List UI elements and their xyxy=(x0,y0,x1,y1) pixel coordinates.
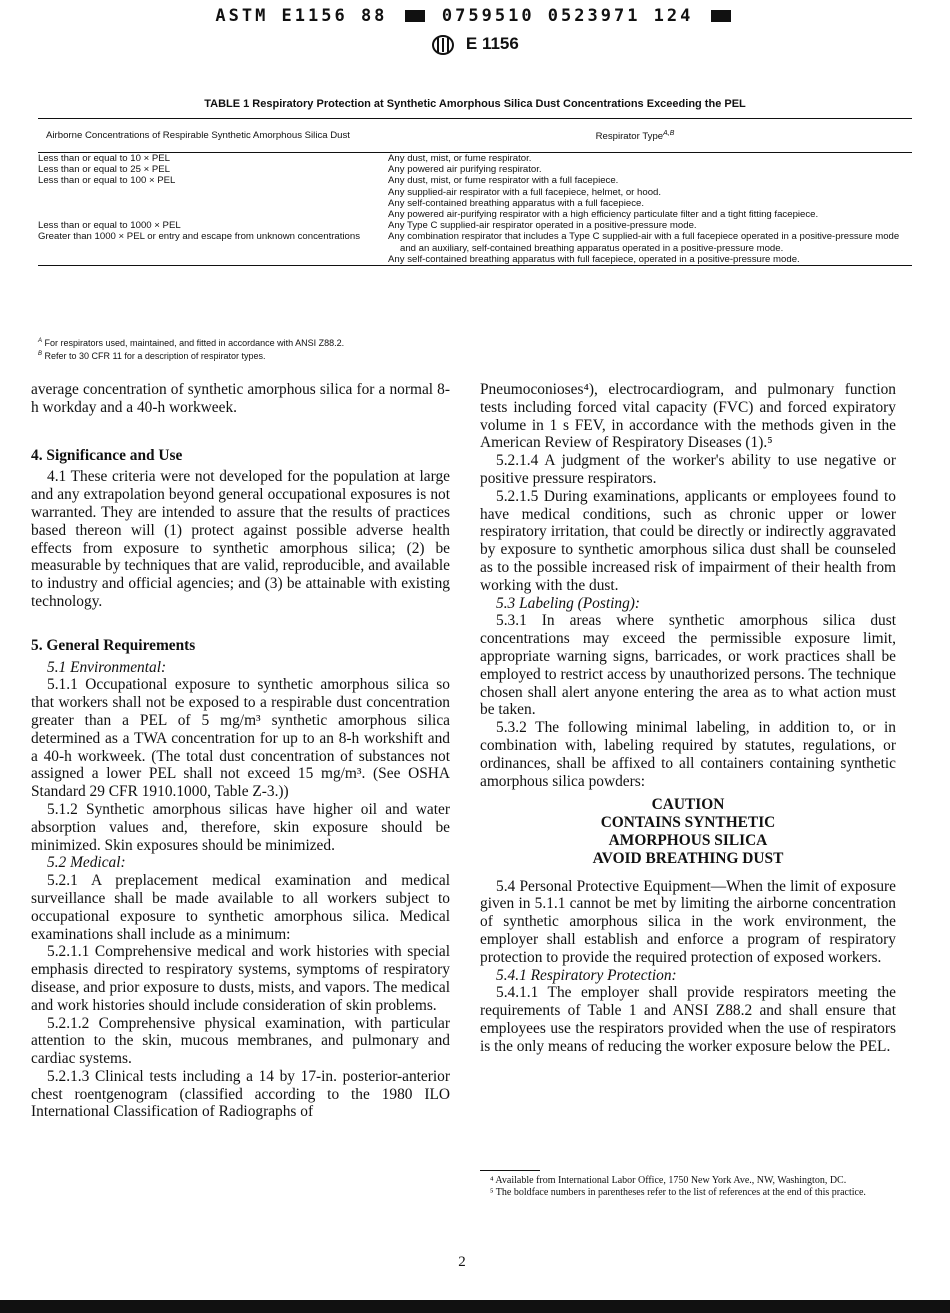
concentration-cell xyxy=(38,187,388,198)
table-row xyxy=(38,153,912,164)
section-5-title: 5. General Requirements xyxy=(31,636,196,654)
respirator-cell: Any self-contained breathing apparatus with a full facepiece. xyxy=(388,197,644,209)
respirator-cell: Any dust, mist, or fume respirator with a full facepiece. xyxy=(388,175,619,187)
astm-logo-title xyxy=(0,34,950,55)
concentration-cell: Less than or equal to 1000 × PEL xyxy=(38,220,181,232)
concentration-cell: Less than or equal to 10 × PEL xyxy=(38,153,171,164)
concentration-cell xyxy=(38,198,388,209)
page-footnotes xyxy=(480,1170,896,1199)
caution-line: AVOID BREATHING DUST xyxy=(592,849,784,867)
col-respirator-header: Respirator Type$^{A,B}$ xyxy=(595,130,675,143)
caution-label xyxy=(480,796,896,867)
left-column xyxy=(31,381,450,1121)
footnote-4: ⁴ Available from International Labor Office, 1750 New York Ave., NW, Washington, DC. xyxy=(490,1175,847,1186)
table-row xyxy=(38,198,912,209)
respirator-table xyxy=(38,118,912,266)
table-row xyxy=(38,164,912,175)
para-5-1-1: 5.1.1 Occupational exposure to synthetic amorphous silica so that workers shall not be exposed to a respirable dust concentration greater than a PEL of 5 mg/m³ synthetic amorphous silica determined as a TWA concentration for up to an 8-h workshift and a 40-h workweek. (The total dust concentration of substances not assigned a lower PEL shall not exceed 15 mg/m³. (See OSHA Standard 29 CFR 1910.1000, Table Z-3.)) xyxy=(31,676,450,801)
table-header xyxy=(38,119,912,153)
header-block-mark-2 xyxy=(711,10,731,22)
caution-line: AMORPHOUS SILICA xyxy=(608,831,768,849)
para-continuation: Pneumoconioses⁴), electrocardiogram, and pulmonary function tests including forced vital capacity (FVC) and forced expiratory volume in 1 s FEV, in accordance with the methods given in the American Review of Respiratory Diseases (1).⁵ xyxy=(480,381,896,452)
para-5-2: 5.2 Medical: xyxy=(47,854,126,872)
table-row xyxy=(38,231,912,253)
table-body xyxy=(38,153,912,265)
table-footnote-b: $^B$ Refer to 30 CFR 11 for a description of respirator types. xyxy=(38,351,266,361)
table-footnote-a: $^A$ For respirators used, maintained, and fitted in accordance with ANSI Z88.2. xyxy=(38,338,345,348)
scan-bottom-bar xyxy=(0,1300,950,1313)
para-5-4-1: 5.4.1 Respiratory Protection: xyxy=(496,966,677,984)
respirator-cell: Any self-contained breathing apparatus with full facepiece, operated in a positive-pressure mode. xyxy=(388,253,800,265)
footnote-divider xyxy=(480,1170,540,1171)
intro-paragraph: average concentration of synthetic amorphous silica for a normal 8-h workday and a 40-h workweek. xyxy=(31,381,450,416)
caution-line: CAUTION xyxy=(651,796,725,814)
para-5-2-1-4: 5.2.1.4 A judgment of the worker's ability to use negative or positive pressure respirators. xyxy=(480,452,896,487)
caution-line: CONTAINS SYNTHETIC xyxy=(600,814,776,832)
para-5-1-2: 5.1.2 Synthetic amorphous silicas have higher oil and water absorption values and, therefore, skin exposure should be minimized. Skin exposures should be minimized. xyxy=(31,800,450,854)
document-title: E 1156 xyxy=(465,34,519,53)
para-5-2-1-5: 5.2.1.5 During examinations, applicants or employees found to have medical conditions, such as chronic upper or lower respiratory irritation, that could be directly or indirectly aggravated by exposure to synthetic amorphous silica dust shall be counseled as to the possible increased risk of impairment of their health from working with the dust. xyxy=(480,487,896,594)
right-column xyxy=(480,381,896,1055)
concentration-cell xyxy=(38,209,388,220)
header-code: 0759510 0523971 124 xyxy=(441,6,694,26)
document-header xyxy=(0,6,950,26)
astm-logo-icon xyxy=(431,35,455,55)
header-designation: ASTM E1156 88 xyxy=(215,6,388,26)
section-4-title: 4. Significance and Use xyxy=(31,446,183,464)
para-5-2-1-1: 5.2.1.1 Comprehensive medical and work histories with special emphasis directed to respiratory systems, symptoms of respiratory disease, and prior exposure to dusts, mists, and vapors. The medical and work histories should include consideration of skin problems. xyxy=(31,943,450,1014)
para-5-3-2: 5.3.2 The following minimal labeling, in addition to, or in combination with, labeling required by statutes, regulations, or ordinances, shall be affixed to all containers containing synthetic amorphous silica powders: xyxy=(480,719,896,790)
respirator-cell: Any powered air purifying respirator. xyxy=(388,164,542,176)
page-number: 2 xyxy=(458,1254,466,1270)
col-concentration-header: Airborne Concentrations of Respirable Synthetic Amorphous Silica Dust xyxy=(46,129,350,141)
para-5-4-1-1: 5.4.1.1 The employer shall provide respirators meeting the requirements of Table 1 and ANSI Z88.2 and shall ensure that employees use the respirators provided when the use of respirators is the only means of reducing the worker exposure below the PEL. xyxy=(480,984,896,1055)
concentration-cell xyxy=(38,254,388,265)
table-row xyxy=(38,254,912,265)
concentration-cell: Less than or equal to 25 × PEL xyxy=(38,164,171,176)
respirator-cell: Any Type C supplied-air respirator operated in a positive-pressure mode. xyxy=(388,220,697,232)
respirator-cell: Any combination respirator that includes a Type C supplied-air with a full facepiece operated in a positive-pressure mode and an auxiliary, self-contained breathing apparatus operated in a positive-pressure mode. xyxy=(388,231,900,254)
para-5-3: 5.3 Labeling (Posting): xyxy=(496,594,641,612)
table-row xyxy=(38,220,912,231)
table-footnotes xyxy=(38,336,344,362)
para-4-1: 4.1 These criteria were not developed for the population at large and any extrapolation beyond general occupational exposures is not warranted. They are intended to assure that the results of practices based thereon will (1) protect against possible adverse health effects from exposure to synthetic amorphous silica; (2) be measurable by techniques that are valid, reproducible, and available to industry and official agencies; and (3) be attainable with existing technology. xyxy=(31,468,450,610)
table-row xyxy=(38,175,912,186)
footnote-5: ⁵ The boldface numbers in parentheses refer to the list of references at the end of this practice. xyxy=(490,1187,866,1198)
para-5-1: 5.1 Environmental: xyxy=(47,658,167,676)
para-5-2-1-3: 5.2.1.3 Clinical tests including a 14 by 17-in. posterior-anterior chest roentgenogram (classified according to the 1980 ILO International Classification of Radiographs of xyxy=(31,1067,450,1121)
concentration-cell: Greater than 1000 × PEL or entry and escape from unknown concentrations xyxy=(38,231,361,243)
table-caption: TABLE 1 Respiratory Protection at Synthetic Amorphous Silica Dust Concentrations Exceeding the PEL xyxy=(204,98,746,110)
para-5-3-1: 5.3.1 In areas where synthetic amorphous silica dust concentrations may exceed the permissible exposure limit, appropriate warning signs, barricades, or work practices shall be employed to restrict access by unauthorized persons. The technique chosen shall alert anyone entering the area as to what action must be taken. xyxy=(480,612,896,719)
table-row xyxy=(38,187,912,198)
para-5-4: 5.4 Personal Protective Equipment—When the limit of exposure given in 5.1.1 cannot be met by limiting the airborne concentration of synthetic amorphous silica in the work environment, the employer shall establish and enforce a program of respiratory protection to provide the required protection of exposed workers. xyxy=(480,877,896,966)
concentration-cell: Less than or equal to 100 × PEL xyxy=(38,175,176,187)
table-row xyxy=(38,209,912,220)
respirator-cell: Any dust, mist, or fume respirator. xyxy=(388,153,532,164)
respirator-cell: Any supplied-air respirator with a full facepiece, helmet, or hood. xyxy=(388,186,662,198)
para-5-2-1-2: 5.2.1.2 Comprehensive physical examination, with particular attention to the skin, mucous membranes, and pulmonary and cardiac systems. xyxy=(31,1014,450,1068)
para-5-2-1: 5.2.1 A preplacement medical examination and medical surveillance shall be made available to all workers subject to occupational exposure to synthetic amorphous silica. Medical examinations shall include as a minimum: xyxy=(31,872,450,943)
header-block-mark xyxy=(405,10,425,22)
respirator-cell: Any powered air-purifying respirator with a high efficiency particulate filter and a tight fitting facepiece. xyxy=(388,209,819,221)
